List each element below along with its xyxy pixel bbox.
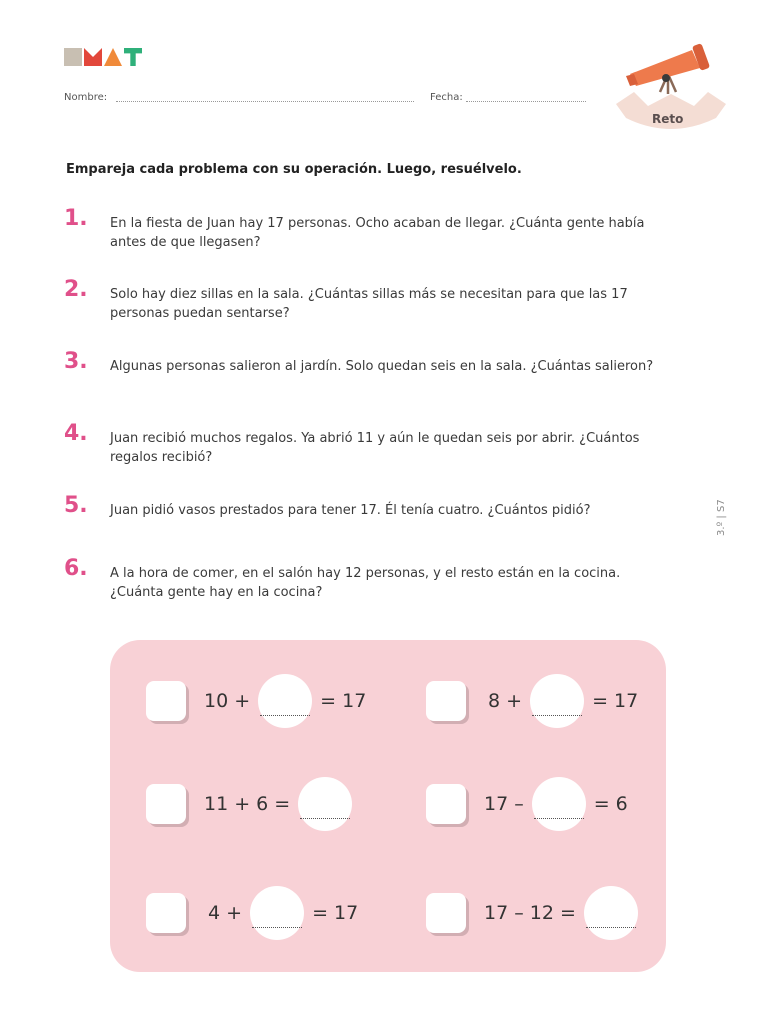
name-field[interactable] xyxy=(116,101,414,102)
match-box[interactable] xyxy=(426,681,466,721)
equation-3 xyxy=(146,777,360,831)
equation-text: 11 + 6 = xyxy=(204,793,291,815)
reto-badge-label: Reto xyxy=(652,112,684,126)
problem-text: Solo hay diez sillas en la sala. ¿Cuántas sillas más se necesitan para que las 17 personas puedan sentarse? xyxy=(110,287,628,321)
emat-logo xyxy=(64,48,142,66)
answer-circle[interactable] xyxy=(584,886,638,940)
problem-text: Juan recibió muchos regalos. Ya abrió 11 y aún le quedan seis por abrir. ¿Cuántos regalos recibió? xyxy=(110,431,640,465)
answer-circle[interactable] xyxy=(530,674,584,728)
equation-text: 4 + xyxy=(208,902,243,924)
problem-text: A la hora de comer, en el salón hay 12 personas, y el resto están en la cocina. ¿Cuánta gente hay en la cocina? xyxy=(110,566,621,600)
problem-text: Algunas personas salieron al jardín. Solo quedan seis en la sala. ¿Cuántas salieron? xyxy=(110,359,654,374)
logo-letter-m xyxy=(84,48,102,66)
match-box[interactable] xyxy=(146,681,186,721)
equation-6 xyxy=(426,886,646,940)
problem-number: 2. xyxy=(64,277,88,302)
logo-letter-a xyxy=(104,48,122,66)
equation-4 xyxy=(426,777,628,831)
equation-5 xyxy=(146,886,358,940)
equation-2 xyxy=(426,674,638,728)
problem-number: 6. xyxy=(64,556,88,581)
equation-1 xyxy=(146,674,366,728)
equation-text: = 6 xyxy=(593,793,628,815)
match-box[interactable] xyxy=(426,893,466,933)
equation-text: 8 + xyxy=(488,690,523,712)
equation-text: = 17 xyxy=(312,902,359,924)
problem-number: 3. xyxy=(64,349,88,374)
match-box[interactable] xyxy=(426,784,466,824)
match-box[interactable] xyxy=(146,893,186,933)
problem-number: 5. xyxy=(64,493,88,518)
logo-letter-t xyxy=(124,48,142,66)
problem-number: 4. xyxy=(64,421,88,446)
equation-text: = 17 xyxy=(320,690,367,712)
equation-text: 17 – xyxy=(484,793,524,815)
problem-text: Juan pidió vasos prestados para tener 17. Él tenía cuatro. ¿Cuántos pidió? xyxy=(110,503,591,518)
logo-letter-e xyxy=(64,48,82,66)
date-field[interactable] xyxy=(466,101,586,102)
problem-text: En la fiesta de Juan hay 17 personas. Ocho acaban de llegar. ¿Cuánta gente había antes de que llegasen? xyxy=(110,216,645,250)
page-code-text: 3.º | S7 xyxy=(716,499,727,536)
equation-text: 17 – 12 = xyxy=(484,902,576,924)
instruction-text: Empareja cada problema con su operación. Luego, resuélvelo. xyxy=(66,162,522,177)
date-label: Fecha: xyxy=(430,92,463,103)
answer-circle[interactable] xyxy=(532,777,586,831)
equation-text: = 17 xyxy=(592,690,639,712)
match-box[interactable] xyxy=(146,784,186,824)
answer-circle[interactable] xyxy=(250,886,304,940)
equations-panel xyxy=(110,640,666,972)
answer-circle[interactable] xyxy=(258,674,312,728)
name-label: Nombre: xyxy=(64,92,108,103)
answer-circle[interactable] xyxy=(298,777,352,831)
problem-number: 1. xyxy=(64,206,88,231)
page-code xyxy=(712,496,732,536)
equation-text: 10 + xyxy=(204,690,251,712)
